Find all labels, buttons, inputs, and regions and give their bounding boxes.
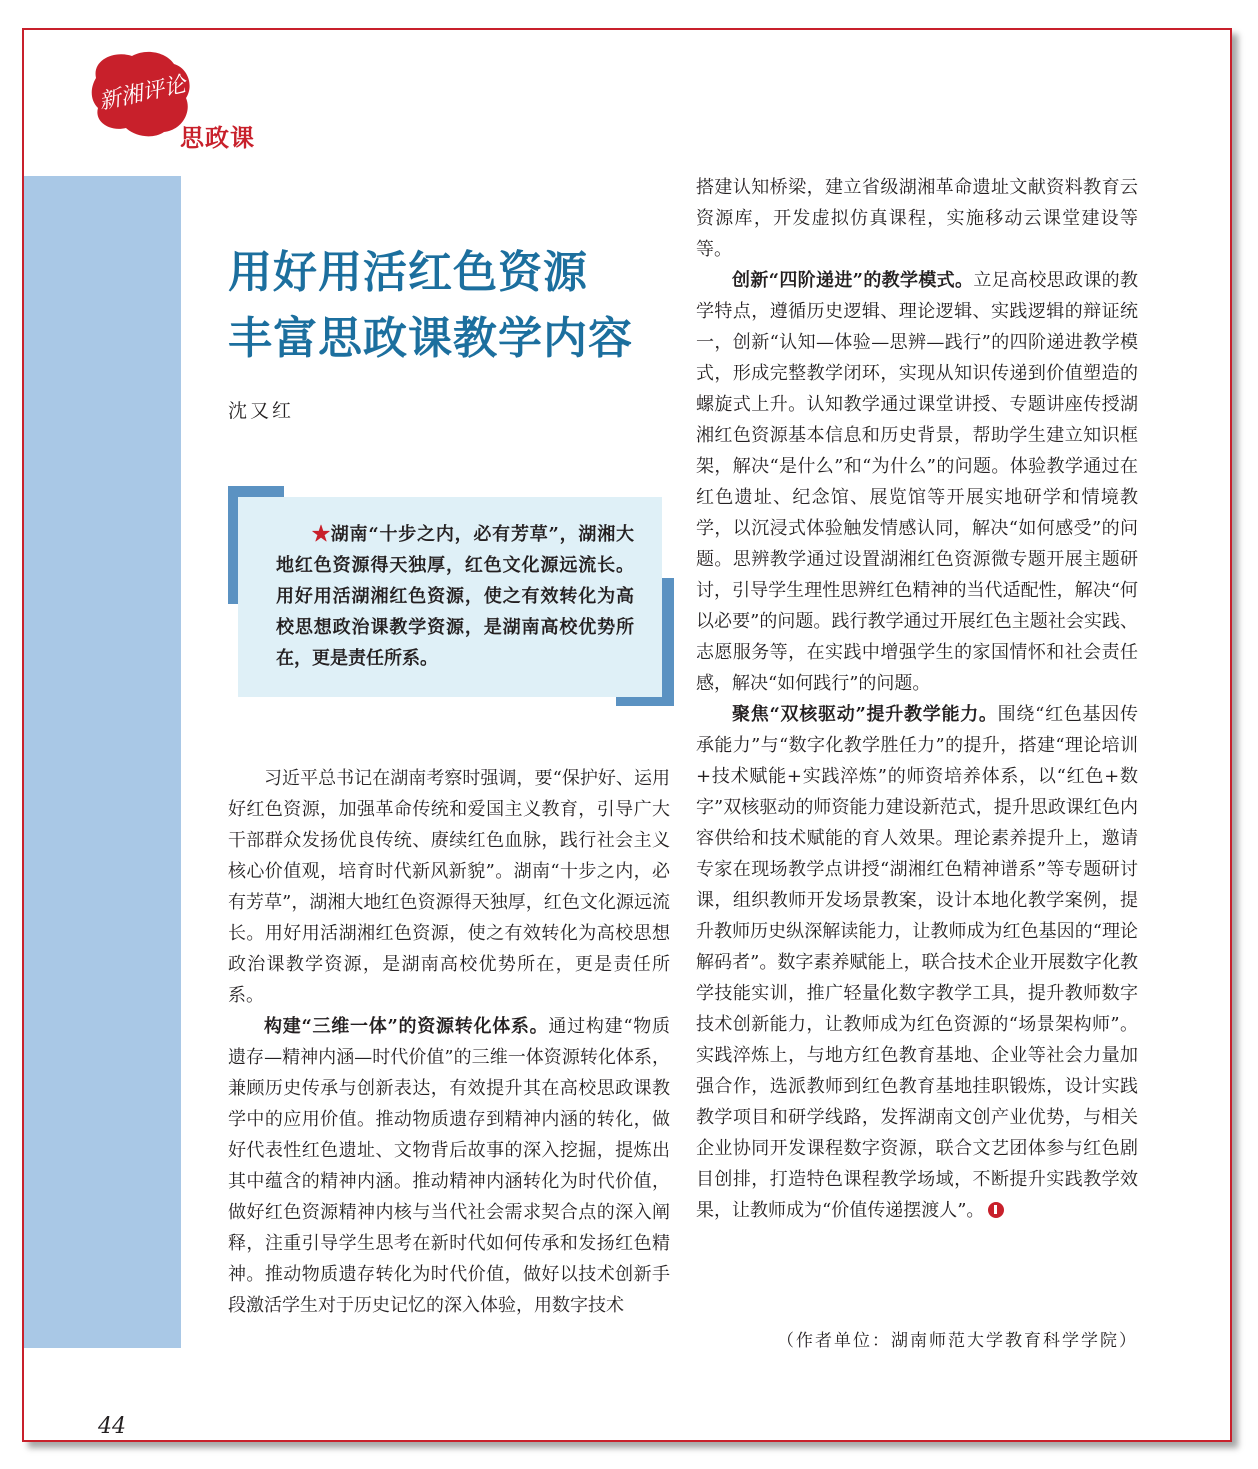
- body-paragraph-2: [228, 1011, 670, 1321]
- paragraph-4-text: 围绕“红色基因传承能力”与“数字化教学胜任力”的提升，搭建“理论培训+技术赋能+实践淬炼”的师资培养体系，以“红色+数字”双核驱动的师资能力建设新范式，提升思政课红色内容供给和技术赋能的育人效果。理论素养提升上，邀请专家在现场教学点讲授“湖湘红色精神谱系”等专题研讨课，组织教师开发场景教案，设计本地化教学案例，提升教师历史纵深解读能力，让教师成为红色基因的“理论解码者”。数字素养赋能上，联合技术企业开展数字化教学技能实训，推广轻量化数字教学工具，提升教师数字技术创新能力，让教师成为红色资源的“场景架构师”。实践淬炼上，与地方红色教育基地、企业等社会力量加强合作，选派教师到红色教育基地挂职锻炼，设计实践教学项目和研学线路，发挥湖南文创产业优势，与相关企业协同开发课程数字资源，联合文艺团体参与红色剧目创排，打造特色课程教学场域，不断提升实践教学效果，让教师成为“价值传递摆渡人”。: [696, 704, 1138, 1221]
- body-column-right: [696, 172, 1138, 1226]
- title-line-2: 丰富思政课教学内容: [228, 313, 633, 364]
- author-name: 沈又红: [228, 400, 295, 422]
- article-title: [228, 240, 668, 372]
- body-column-left: [228, 763, 670, 1321]
- abstract-text: [276, 519, 634, 674]
- body-paragraph-1: 习近平总书记在湖南考察时强调，要“保护好、运用好红色资源，加强革命传统和爱国主义教育，引导广大干部群众发扬优良传统、赓续红色血脉，践行社会主义核心价值观，培育时代新风新貌”。湖南“十步之内，必有芳草”，湖湘大地红色资源得天独厚，红色文化源远流长。用好用活湖湘红色资源，使之有效转化为高校思想政治课教学资源，是湖南高校优势所在，更是责任所系。: [228, 768, 670, 1006]
- page-number: 44: [98, 1414, 126, 1439]
- body-paragraph-4: [696, 699, 1138, 1226]
- title-line-1: 用好用活红色资源: [228, 247, 588, 298]
- paragraph-2-text: 通过构建“物质遗存—精神内涵—时代价值”的三维一体资源转化体系，兼顾历史传承与创新表达，有效提升其在高校思政课教学中的应用价值。推动物质遗存到精神内涵的转化，做好代表性红色遗址、文物背后故事的深入挖掘，提炼出其中蕴含的精神内涵。推动精神内涵转化为时代价值，做好红色资源精神内核与当代社会需求契合点的深入阐释，注重引导学生思考在新时代如何传承和发扬红色精神。推动物质遗存转化为时代价值，做好以技术创新手段激活学生对于历史记忆的深入体验，用数字技术: [228, 1016, 670, 1316]
- logo-text: 新湘评论: [96, 72, 189, 115]
- abstract-body: 湖南“十步之内，必有芳草”，湖湘大地红色资源得天独厚，红色文化源远流长。用好用活湖湘红色资源，使之有效转化为高校思想政治课教学资源，是湖南高校优势所在，更是责任所系。: [276, 524, 634, 669]
- decorative-side-bar: [24, 176, 181, 1348]
- paragraph-3-lead: 创新“四阶递进”的教学模式。: [732, 270, 974, 291]
- abstract-box: [238, 497, 662, 697]
- body-paragraph-3: [696, 265, 1138, 699]
- end-mark-icon: [988, 1202, 1004, 1218]
- author-affiliation: （作者单位：湖南师范大学教育科学学院）: [777, 1331, 1138, 1351]
- paragraph-3-text: 立足高校思政课的教学特点，遵循历史逻辑、理论逻辑、实践逻辑的辩证统一，创新“认知—体验—思辨—践行”的四阶递进教学模式，形成完整教学闭环，实现从知识传递到价值塑造的螺旋式上升。认知教学通过课堂讲授、专题讲座传授湖湘红色资源基本信息和历史背景，帮助学生建立知识框架，解决“是什么”和“为什么”的问题。体验教学通过在红色遗址、纪念馆、展览馆等开展实地研学和情境教学，以沉浸式体验触发情感认同，解决“如何感受”的问题。思辨教学通过设置湖湘红色资源微专题开展主题研讨，引导学生理性思辨红色精神的当代适配性，解决“何以必要”的问题。践行教学通过开展红色主题社会实践、志愿服务等，在实践中增强学生的家国情怀和社会责任感，解决“如何践行”的问题。: [696, 270, 1138, 694]
- body-paragraph-2-continued: 搭建认知桥梁，建立省级湖湘革命遗址文献资料教育云资源库，开发虚拟仿真课程，实施移动云课堂建设等等。: [696, 177, 1138, 260]
- section-tag: 思政课: [180, 124, 255, 152]
- star-icon: ★: [312, 524, 331, 545]
- paragraph-4-lead: 聚焦“双核驱动”提升教学能力。: [732, 704, 998, 725]
- paragraph-2-lead: 构建“三维一体”的资源转化体系。: [264, 1016, 549, 1037]
